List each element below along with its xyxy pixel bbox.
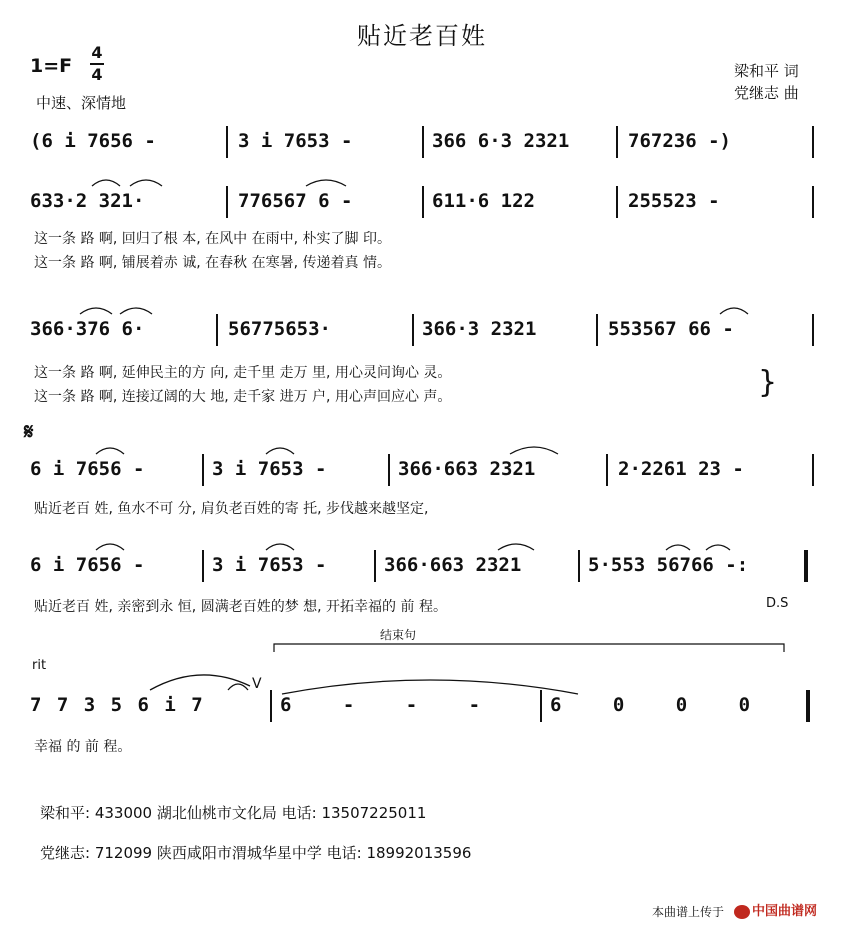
dal-segno-mark: D.S — [766, 596, 789, 611]
measure: 6 i 7656 - — [30, 458, 145, 480]
barline — [616, 126, 618, 158]
measure: 366·3 2321 — [422, 318, 537, 340]
slur-marks — [30, 534, 820, 554]
lyricist-credit: 梁和平 词 — [734, 62, 799, 80]
barline — [578, 550, 580, 582]
measure: 611·6 122 — [432, 190, 535, 212]
barline — [202, 550, 204, 582]
ending-label: 结束句 — [380, 628, 417, 642]
measure: 366 6·3 2321 — [432, 130, 570, 152]
segno-sign: 𝄋 — [24, 420, 34, 445]
measure: 776567 6 - — [238, 190, 353, 212]
barline — [812, 126, 814, 158]
breath-mark: V — [252, 676, 262, 692]
barline — [226, 186, 228, 218]
barline — [412, 314, 414, 346]
measure: (6 i 7656 - — [30, 130, 156, 152]
site-logo-icon — [734, 905, 750, 919]
lyric-line: 这一条 路 啊, 连接辽阔的大 地, 走千家 进万 户, 用心声回应心 声。 — [34, 389, 452, 405]
barline — [606, 454, 608, 486]
measure: 633·2 321· — [30, 190, 145, 212]
time-signature — [90, 44, 104, 84]
barline — [422, 186, 424, 218]
barline — [422, 126, 424, 158]
barline — [812, 186, 814, 218]
measure: 366·663 2321 — [384, 554, 522, 576]
slur-marks — [30, 298, 820, 318]
lyric-line: 这一条 路 啊, 回归了根 本, 在风中 在雨中, 朴实了脚 印。 — [34, 231, 391, 247]
verse-brace: } — [758, 365, 778, 400]
site-logo-text: 中国曲谱网 — [752, 904, 818, 919]
lyric-line: 贴近老百 姓, 鱼水不可 分, 肩负老百姓的寄 托, 步伐越来越坚定, — [34, 501, 429, 517]
lyric-line: 这一条 路 啊, 延伸民主的方 向, 走千里 走万 里, 用心灵问询心 灵。 — [34, 365, 452, 381]
measure: 5·553 56766 -: — [588, 554, 749, 576]
meter-top: 4 — [91, 43, 103, 62]
barline — [226, 126, 228, 158]
lyric-line: 贴近老百 姓, 亲密到永 恒, 圆满老百姓的梦 想, 开拓幸福的 前 程。 — [34, 599, 447, 615]
final-barline — [806, 690, 810, 722]
upload-note: 本曲谱上传于 — [652, 905, 725, 919]
measure: 366·663 2321 — [398, 458, 536, 480]
key-signature: 1=F — [30, 55, 73, 77]
lyric-line: 幸福 的 前 程。 — [34, 739, 132, 755]
measure: 767236 -) — [628, 130, 731, 152]
measure: 3 i 7653 - — [212, 554, 327, 576]
staff-system-6 — [30, 688, 820, 722]
measure: 6 - - - — [280, 694, 481, 716]
barline — [812, 314, 814, 346]
measure: 6 i 7656 - — [30, 554, 145, 576]
measure: 553567 66 - — [608, 318, 734, 340]
barline — [388, 454, 390, 486]
site-logo — [734, 900, 817, 919]
measure: 7 7 3 5 6 i 7 — [30, 694, 203, 716]
measure: 255523 - — [628, 190, 720, 212]
slur-marks — [30, 438, 820, 458]
barline — [540, 690, 542, 722]
barline — [202, 454, 204, 486]
barline — [216, 314, 218, 346]
ending-bracket — [272, 638, 792, 654]
measure: 56775653· — [228, 318, 331, 340]
barline — [270, 690, 272, 722]
slur-marks — [30, 170, 820, 190]
contact-composer: 党继志: 712099 陕西咸阳市渭城华星中学 电话: 18992013596 — [40, 844, 472, 862]
measure: 3 i 7653 - — [238, 130, 353, 152]
barline — [374, 550, 376, 582]
measure: 366·376 6· — [30, 318, 145, 340]
contact-lyricist: 梁和平: 433000 湖北仙桃市文化局 电话: 13507225011 — [40, 804, 427, 822]
composer-credit: 党继志 曲 — [734, 84, 799, 102]
staff-system-1 — [30, 124, 820, 158]
tempo-marking: 中速、深情地 — [36, 94, 127, 112]
measure: 6 0 0 0 — [550, 694, 751, 716]
barline — [596, 314, 598, 346]
measure: 3 i 7653 - — [212, 458, 327, 480]
repeat-barline — [804, 550, 808, 582]
barline — [812, 454, 814, 486]
lyric-line: 这一条 路 啊, 铺展着赤 诚, 在春秋 在寒暑, 传递着真 情。 — [34, 255, 391, 271]
ritardando-mark: rit — [32, 658, 47, 673]
meter-bottom: 4 — [91, 65, 103, 84]
measure: 2·2261 23 - — [618, 458, 744, 480]
barline — [616, 186, 618, 218]
song-title: 贴近老百姓 — [357, 22, 487, 50]
